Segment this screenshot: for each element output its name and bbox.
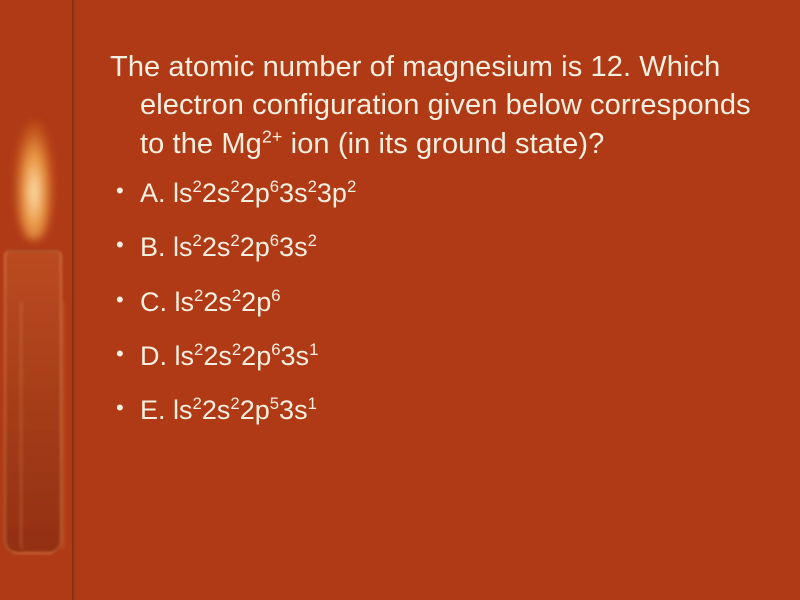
choice-formula: $ls^22s^22p^63s^2$ <box>173 231 317 263</box>
question-part-1: The atomic number of magnesium is 12. Which electron configuration given below corresponds to the Mg <box>110 51 751 160</box>
question-superscript: 2+ <box>261 125 283 146</box>
list-item[interactable] <box>110 340 770 372</box>
bullet-icon: • <box>116 395 124 421</box>
choice-label: A. <box>140 177 166 208</box>
list-item[interactable] <box>110 177 770 209</box>
candle-flame-shape <box>14 120 54 240</box>
choice-label: C. <box>140 286 167 317</box>
bullet-icon: • <box>116 286 124 312</box>
bullet-icon: • <box>116 340 124 366</box>
choice-formula: $ls^22s^22p^63s^23p^2$ <box>173 176 357 208</box>
answer-choices-list <box>110 177 770 427</box>
choice-formula: $ls^22s^22p^53s^1$ <box>173 394 317 426</box>
list-item[interactable] <box>110 286 770 318</box>
slide-content <box>110 48 770 449</box>
choice-label: E. <box>140 395 166 426</box>
glass-vessel-inner-shape <box>20 300 64 550</box>
bullet-icon: • <box>116 232 124 258</box>
choice-formula: $ls^22s^22p^63s^1$ <box>174 339 319 371</box>
photo-strip-edge <box>72 0 75 600</box>
question-part-2: ion (in its ground state)? <box>282 127 605 160</box>
list-item[interactable] <box>110 394 770 426</box>
question-text <box>110 48 770 163</box>
list-item[interactable] <box>110 231 770 263</box>
choice-label: D. <box>140 340 167 371</box>
choice-label: B. <box>140 232 166 263</box>
choice-formula: $ls^22s^22p^6$ <box>174 285 281 317</box>
decorative-photo-strip <box>0 0 72 600</box>
bullet-icon: • <box>116 177 124 203</box>
